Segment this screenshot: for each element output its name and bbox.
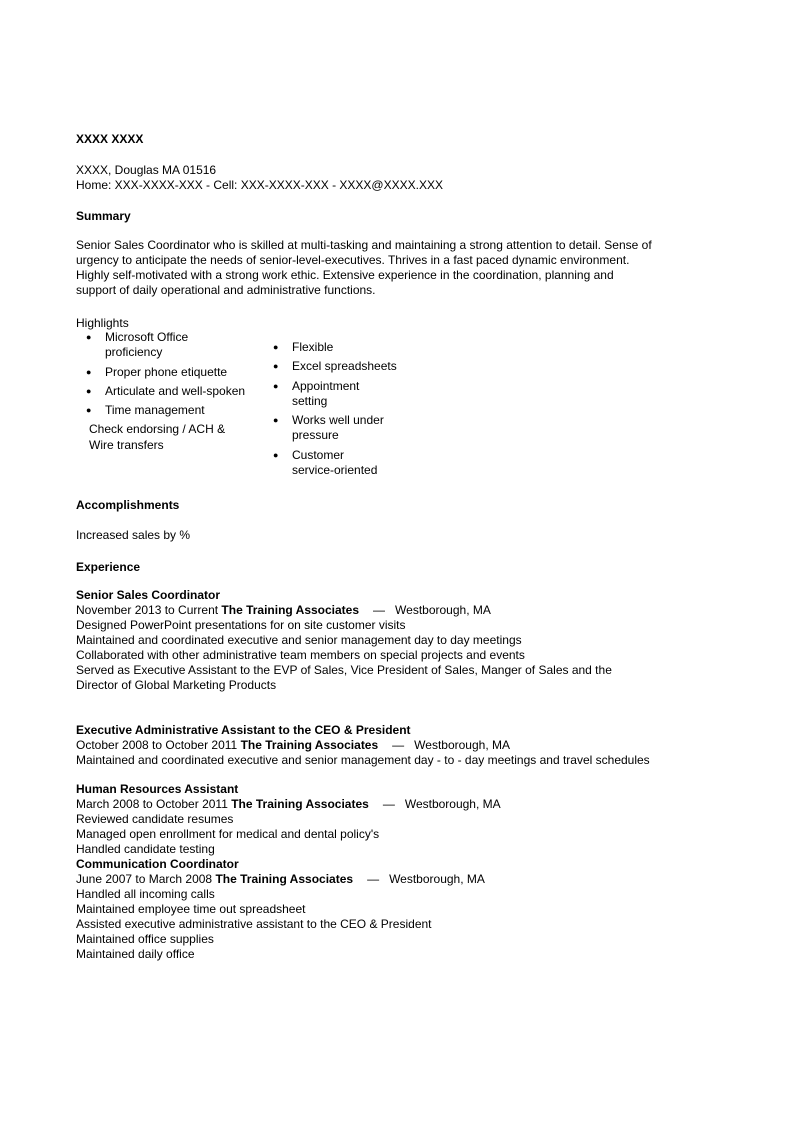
- job-meta: [76, 797, 736, 812]
- job-meta: [76, 603, 736, 618]
- bullet-icon: ●: [273, 361, 279, 372]
- list-item-text: Customer: [292, 447, 345, 462]
- job-entry-senior-sales-coordinator: [76, 588, 736, 693]
- summary-heading: Summary: [76, 209, 131, 223]
- bullet-icon: ●: [86, 332, 92, 342]
- job-meta: [76, 738, 736, 753]
- list-item-text: Flexible: [292, 340, 334, 354]
- list-item-text: Microsoft Office: [105, 330, 189, 344]
- bullet-icon: ●: [273, 415, 279, 426]
- list-item: [76, 422, 266, 453]
- summary-line: urgency to anticipate the needs of senior-level-executives. Thrives in a fast paced dynamic environment.: [76, 253, 630, 267]
- list-item: [263, 448, 443, 479]
- job-duty: Director of Global Marketing Products: [76, 678, 277, 692]
- bullet-icon: ●: [273, 342, 279, 352]
- job-duty: Handled candidate testing: [76, 842, 215, 856]
- contact-block: [76, 163, 443, 193]
- job-duty: Maintained office supplies: [76, 932, 214, 946]
- job-location: Westborough, MA: [414, 738, 510, 752]
- job-title: Executive Administrative Assistant to the CEO & President: [76, 723, 411, 737]
- job-location: Westborough, MA: [395, 603, 491, 617]
- summary-line: Senior Sales Coordinator who is skilled at multi-tasking and maintaining a strong attention to detail. Sense of: [76, 238, 652, 252]
- job-duty: Reviewed candidate resumes: [76, 812, 234, 826]
- dash-separator: —: [392, 738, 405, 752]
- bullet-icon: ●: [86, 366, 92, 377]
- job-meta: [76, 872, 736, 887]
- list-item-text: Check endorsing / ACH &: [89, 422, 226, 437]
- job-dates: June 2007 to March 2008: [76, 872, 213, 886]
- list-item: [263, 359, 443, 374]
- list-item-text: pressure: [292, 428, 339, 443]
- job-duty: Handled all incoming calls: [76, 887, 215, 901]
- job-location: Westborough, MA: [389, 872, 485, 886]
- list-item-text: service-oriented: [292, 463, 378, 478]
- job-company: The Training Associates: [240, 738, 379, 752]
- dash-separator: —: [367, 872, 380, 886]
- list-item: [263, 413, 443, 444]
- summary-text: [76, 238, 726, 298]
- job-company: The Training Associates: [221, 603, 360, 617]
- job-duty: Maintained and coordinated executive and senior management day to day meetings: [76, 633, 522, 647]
- dash-separator: —: [373, 603, 386, 617]
- list-item-text: Time management: [105, 403, 205, 418]
- list-item: [76, 330, 266, 361]
- list-item-text: Articulate and well-spoken: [105, 383, 246, 398]
- list-item: [263, 379, 443, 410]
- job-dates: October 2008 to October 2011: [76, 738, 238, 752]
- job-duty: Maintained daily office: [76, 947, 195, 961]
- contact-address: XXXX, Douglas MA 01516: [76, 163, 217, 177]
- job-title: Senior Sales Coordinator: [76, 588, 221, 602]
- list-item-text: setting: [292, 393, 328, 408]
- job-duty: Maintained and coordinated executive and senior management day - to - day meetings and travel schedules: [76, 753, 650, 767]
- summary-line: support of daily operational and administrative functions.: [76, 283, 376, 297]
- job-title: Human Resources Assistant: [76, 782, 239, 796]
- accomplishments-heading: Accomplishments: [76, 498, 180, 512]
- accomplishments-text: Increased sales by %: [76, 528, 191, 542]
- bullet-icon: ●: [273, 449, 279, 460]
- job-duty: Served as Executive Assistant to the EVP of Sales, Vice President of Sales, Manger of Sales and the: [76, 663, 612, 677]
- highlights-left-list: [76, 330, 266, 457]
- list-item: [76, 384, 266, 399]
- bullet-icon: ●: [86, 405, 92, 416]
- list-item-text: Appointment: [292, 378, 360, 393]
- summary-line: Highly self-motivated with a strong work ethic. Extensive experience in the coordination, planning and: [76, 268, 614, 282]
- contact-phones-email: Home: XXX-XXXX-XXX - Cell: XXX-XXXX-XXX - XXXX@XXXX.XXX: [76, 178, 443, 192]
- list-item-text: Excel spreadsheets: [292, 359, 397, 374]
- job-duty: Assisted executive administrative assistant to the CEO & President: [76, 917, 432, 931]
- list-item: [76, 403, 266, 418]
- job-entry-communication-coordinator: [76, 857, 736, 962]
- job-duty: Designed PowerPoint presentations for on site customer visits: [76, 618, 406, 632]
- highlights-label: Highlights: [76, 316, 129, 330]
- list-item: [76, 365, 266, 380]
- job-location: Westborough, MA: [404, 797, 501, 811]
- job-duty: Managed open enrollment for medical and dental policy's: [76, 827, 380, 841]
- job-entry-hr-assistant: [76, 782, 736, 857]
- list-item-text: Works well under: [292, 413, 384, 428]
- bullet-icon: ●: [86, 385, 92, 396]
- candidate-name: XXXX XXXX: [76, 132, 144, 146]
- list-item: [263, 340, 443, 355]
- bullet-icon: ●: [273, 380, 279, 391]
- job-company: The Training Associates: [215, 872, 354, 886]
- job-entry-executive-admin-assistant: [76, 723, 736, 768]
- list-item-text: Proper phone etiquette: [105, 364, 228, 379]
- experience-heading: Experience: [76, 560, 141, 574]
- job-title: Communication Coordinator: [76, 857, 239, 871]
- dash-separator: —: [382, 797, 395, 811]
- job-company: The Training Associates: [231, 797, 369, 811]
- highlights-right-list: [263, 340, 443, 482]
- list-item-text: proficiency: [105, 345, 163, 360]
- job-duty: Maintained employee time out spreadsheet: [76, 902, 306, 916]
- job-dates: November 2013 to Current: [76, 603, 219, 617]
- job-duty: Collaborated with other administrative team members on special projects and events: [76, 648, 525, 662]
- job-dates: March 2008 to October 2011: [76, 797, 228, 811]
- list-item-text: Wire transfers: [89, 437, 164, 452]
